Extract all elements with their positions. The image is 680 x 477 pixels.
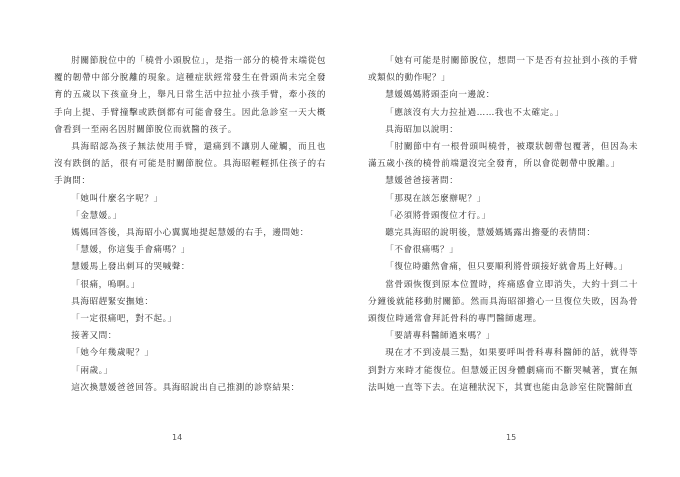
right-page-body	[368, 53, 638, 397]
dialogue-line: 「要請專科醫師過來嗎？」	[385, 331, 495, 342]
paragraph: 媽媽回答後，具海昭小心翼翼地提起慧媛的右手，邊問她：	[71, 228, 309, 239]
paragraph: 慧媛馬上發出刺耳的哭喊聲：	[71, 262, 191, 273]
dialogue-line: 「慧媛，你這隻手會痛嗎？」	[71, 245, 191, 256]
dialogue-line: 「那現在該怎麼辦呢？」	[385, 193, 486, 204]
dialogue-line: 「很痛，嗚啊。」	[71, 279, 141, 290]
paragraph: 慧媛媽媽將頭歪向一邊說：	[385, 90, 495, 101]
dialogue-line: 「一定很痛吧，對不起。」	[71, 314, 177, 325]
paragraph: 這次換慧媛爸爸回答。具海昭說出自己推測的診察結果：	[71, 382, 300, 393]
paragraph: 慧媛爸爸接著問：	[385, 176, 459, 187]
paragraph: 聽完具海昭的說明後，慧媛媽媽露出擔憂的表情問：	[385, 228, 596, 239]
dialogue-line: 「不會很痛嗎？」	[385, 245, 459, 256]
dialogue-line: 「復位時雖然會痛，但只要順利將骨頭接好就會馬上好轉。」	[385, 262, 628, 273]
paragraph: 具海昭趕緊安撫她：	[71, 296, 154, 307]
dialogue-line: 「她叫什麼名字呢？」	[71, 193, 163, 204]
paragraph: 具海昭認為孩子無法使用手臂，還痛到不讓別人碰觸，而且也沒有跌倒的話，很有可能是肘關節脫位。具海昭輕輕抓住孩子的右手詢問：	[54, 142, 326, 187]
left-page-body	[54, 53, 326, 397]
paragraph: 具海昭加以說明：	[385, 124, 459, 135]
right-page	[340, 0, 680, 477]
page-number: 14	[172, 433, 183, 442]
dialogue-line: 「兩歲。」	[71, 365, 113, 376]
paragraph: 接著又問：	[71, 331, 117, 342]
dialogue-line: 「她今年幾歲呢？」	[71, 348, 154, 359]
paragraph: 當骨頭恢復到原本位置時，疼痛感會立即消失，大約十到二十分鐘後就能移動肘關節。然而具海昭卻擔心一旦復位失敗，因為骨頭復位時通常會拜託骨科的專門醫師處理。	[368, 279, 638, 325]
paragraph: 肘關節脫位中的「橈骨小頭脫位」，是指一部分的橈骨末端從包覆的韌帶中部分脫離的現象。這種症狀經常發生在骨頭尚未完全發育的五歲以下孩童身上，舉凡日常生活中拉扯小孩手臂，牽小孩的手向上提、手臂撞擊或跌倒都有可能會發生。因此急診室一天大概會看到一至兩名因肘關節脫位而就醫的孩子。	[54, 56, 326, 135]
paragraph: 現在才不到凌晨三點，如果要呼叫骨科專科醫師的話，就得等到對方來時才能復位。但慧媛正因身體劇痛而不斷哭喊著，實在無法叫她一直等下去。在這種狀況下，其實也能由急診室住院醫師直	[368, 348, 638, 393]
dialogue-line: 「應該沒有大力拉扯過……我也不太確定。」	[385, 107, 564, 118]
dialogue-line: 「她有可能是肘關節脫位，想問一下是否有拉扯到小孩的手臂或類似的動作呢？」	[368, 56, 638, 84]
dialogue-line: 「金慧媛。」	[71, 210, 122, 221]
page-number: 15	[506, 433, 517, 442]
dialogue-line: 「必須將骨頭復位才行。」	[385, 210, 491, 221]
dialogue-line: 「肘關節中有一根骨頭叫橈骨，被環狀韌帶包覆著，但因為未滿五歲小孩的橈骨前端還沒完全發育，所以會從韌帶中脫離。」	[368, 142, 638, 170]
